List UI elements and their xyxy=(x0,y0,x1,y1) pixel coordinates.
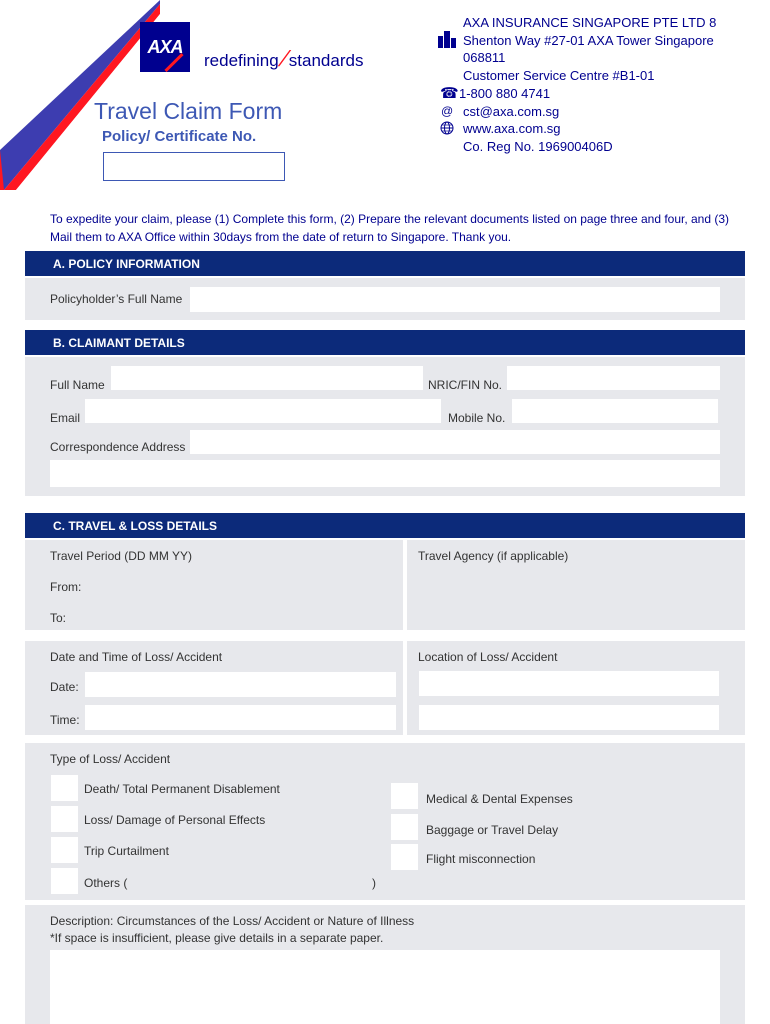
description-panel xyxy=(25,905,745,1024)
nric-input[interactable] xyxy=(507,366,720,390)
address-label: Correspondence Address xyxy=(50,440,186,454)
section-b-header: B. CLAIMANT DETAILS xyxy=(25,330,745,355)
baggage-delay-label: Baggage or Travel Delay xyxy=(426,823,559,837)
section-a-header: A. POLICY INFORMATION xyxy=(25,251,745,276)
personal-effects-label: Loss/ Damage of Personal Effects xyxy=(84,813,266,827)
medical-dental-checkbox[interactable] xyxy=(391,783,418,809)
trip-curtailment-checkbox[interactable] xyxy=(51,837,78,863)
company-email[interactable]: cst@axa.com.sg xyxy=(463,103,560,119)
section-b-panel xyxy=(25,357,745,496)
email-input[interactable] xyxy=(85,399,441,423)
company-line: Shenton Way #27-01 AXA Tower Singapore xyxy=(463,32,714,48)
time-label: Time: xyxy=(50,713,80,727)
loss-time-input[interactable] xyxy=(85,705,396,730)
trip-curtailment-label: Trip Curtailment xyxy=(84,844,169,858)
policyholder-name-input[interactable] xyxy=(190,287,720,312)
policy-number-input[interactable] xyxy=(103,152,285,181)
company-line: AXA INSURANCE SINGAPORE PTE LTD 8 xyxy=(463,15,717,30)
company-line: 068811 xyxy=(463,50,506,66)
nric-label: NRIC/FIN No. xyxy=(428,378,503,392)
address-input-line1[interactable] xyxy=(190,430,720,454)
description-textarea[interactable] xyxy=(50,950,720,1024)
personal-effects-checkbox[interactable] xyxy=(51,806,78,832)
at-icon: @ xyxy=(441,104,454,118)
location-label: Location of Loss/ Accident xyxy=(418,650,558,664)
loss-type-panel xyxy=(25,743,745,900)
travel-period-panel xyxy=(25,540,403,630)
medical-dental-label: Medical & Dental Expenses xyxy=(426,792,573,806)
location-input-line2[interactable] xyxy=(419,705,719,730)
policyholder-label: Policyholder’s Full Name xyxy=(50,292,183,306)
date-time-label: Date and Time of Loss/ Accident xyxy=(50,650,223,664)
loss-date-input[interactable] xyxy=(85,672,396,697)
from-label: From: xyxy=(50,580,82,594)
company-address xyxy=(459,14,753,156)
death-disablement-label: Death/ Total Permanent Disablement xyxy=(84,782,280,796)
company-reg-no: Co. Reg No. 196900406D xyxy=(463,138,613,154)
mobile-label: Mobile No. xyxy=(448,411,506,425)
travel-period-label: Travel Period (DD MM YY) xyxy=(50,549,193,563)
phone-icon: ☎ xyxy=(440,85,459,102)
location-panel xyxy=(407,641,745,735)
form-title: Travel Claim Form xyxy=(94,98,283,124)
loss-type-label: Type of Loss/ Accident xyxy=(50,752,171,766)
tagline: redefining/standards xyxy=(204,46,364,71)
company-website[interactable]: www.axa.com.sg xyxy=(463,121,561,137)
travel-agency-panel xyxy=(407,540,745,630)
building-icon xyxy=(437,30,457,51)
date-label: Date: xyxy=(50,680,79,694)
company-line: Customer Service Centre #B1-01 xyxy=(463,68,655,84)
full-name-input[interactable] xyxy=(111,366,423,390)
section-c-header: C. TRAVEL & LOSS DETAILS xyxy=(25,513,745,538)
email-label: Email xyxy=(50,411,81,425)
flight-misconnection-checkbox[interactable] xyxy=(391,844,418,870)
policy-number-label: Policy/ Certificate No. xyxy=(102,128,257,145)
full-name-label: Full Name xyxy=(50,378,105,392)
description-label: Description: Circumstances of the Loss/ Accident or Nature of Illness xyxy=(50,914,415,928)
death-disablement-checkbox[interactable] xyxy=(51,775,78,801)
mobile-input[interactable] xyxy=(512,399,718,423)
intro-text: To expedite your claim, please (1) Complete this form, (2) Prepare the relevant documents listed on page three and four, and (3) Mail them to AXA Office within 30days from the date of return to Singapore. Thank you. xyxy=(50,212,730,244)
baggage-delay-checkbox[interactable] xyxy=(391,814,418,840)
others-close-paren: ) xyxy=(372,876,376,890)
location-input-line1[interactable] xyxy=(419,671,719,696)
date-time-panel xyxy=(25,641,403,735)
others-checkbox[interactable] xyxy=(51,868,78,894)
axa-logo: AXA xyxy=(140,22,190,72)
travel-agency-label: Travel Agency (if applicable) xyxy=(418,549,569,563)
globe-icon xyxy=(440,121,454,138)
to-label: To: xyxy=(50,611,67,625)
company-phone: 1-800 880 4741 xyxy=(459,85,551,101)
others-label: Others ( xyxy=(84,876,128,890)
section-a-panel xyxy=(25,278,745,320)
address-input-line2[interactable] xyxy=(50,460,720,487)
flight-misconnection-label: Flight misconnection xyxy=(426,852,536,866)
description-note: *If space is insufficient, please give details in a separate paper. xyxy=(50,931,384,945)
